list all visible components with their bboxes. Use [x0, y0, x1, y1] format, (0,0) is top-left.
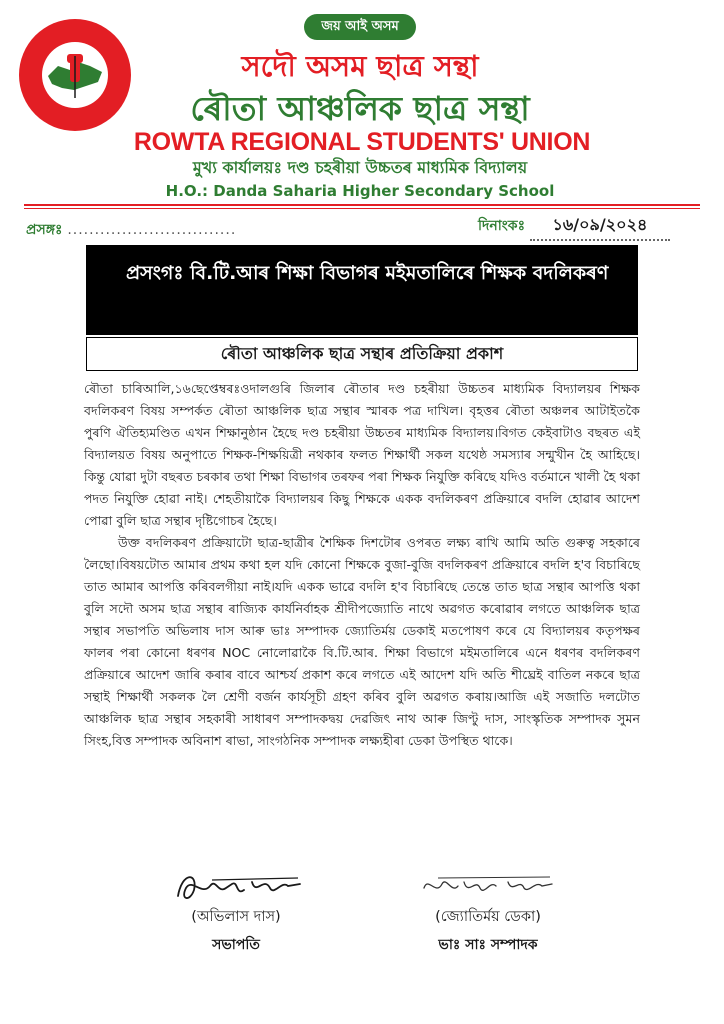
date-line	[478, 212, 670, 241]
president-title: সভাপতি	[212, 937, 260, 953]
letter-body	[84, 378, 640, 752]
subject-banner	[86, 245, 638, 335]
reaction-heading: ৰৌতা আঞ্চলিক ছাত্র সন্থাৰ প্ৰতিক্ৰিয়া প্ৰকাশ	[86, 337, 638, 371]
secretary-name: (জ্যোতিৰ্ময় ডেকা)	[435, 909, 541, 925]
reference-blank: ...............................	[67, 222, 237, 238]
body-paragraph-1: ৰৌতা চাৰিআলি,১৬ছেপ্তেম্বৰঃওদালগুৰি জিলাৰ ৰৌতাৰ দণ্ড চহৰীয়া উচ্চতৰ মাধ্যমিক বিদ্যালয়ৰ শিক্ষক বদলিকৰণ বিষয় সম্পৰ্কত ৰৌতা আঞ্চলিক ছাত্র সন্থাৰ স্মাৰক পত্ৰ দাখিল। বৃহত্তৰ ৰৌতা অঞ্চলৰ আটাইতকৈ পুৰণি ঐতিহ্যমণ্ডিত এখন শিক্ষানুষ্ঠান হৈছে দণ্ড চহৰীয়া উচ্চতৰ মাধ্যমিক বিদ্যালয়।বিগত কেইবাটাও বছৰত এই বিদ্যালয়ত বিষয় অনুপাতে শিক্ষক-শিক্ষয়িত্ৰী নথকাৰ ফলত শিক্ষাৰ্থী সকল যথেষ্ঠ সমস্যাৰ সন্মুখীন হৈ আহিছে। কিন্তু যোৱা দুটা বছৰত চৰকাৰ তথা শিক্ষা বিভাগৰ তৰফৰ পৰা শিক্ষক নিযুক্তি কৰিছে যদিও বৰ্তমানে খালী হৈ থকা পদত নিযুক্তি হোৱা নাই। শেহতীয়াকৈ বিদ্যালয়ৰ কিছু শিক্ষকে একক বদলিকৰণ প্ৰক্ৰিয়াৰে বদলি হোৱাৰ আদেশ পোৱা বুলি ছাত্ৰ সন্থাৰ দৃষ্টিগোচৰ হৈছে।	[84, 381, 640, 528]
header-divider	[24, 204, 700, 206]
tagline-pill: জয় আই অসম	[304, 14, 416, 40]
secretary-title: ভাঃ সাঃ সম্পাদক	[438, 937, 538, 953]
head-office-bn: মুখ্য কার্যালয়ঃ দণ্ড চহৰীয়া উচ্চতৰ মাধ্যমিক বিদ্যালয়	[192, 158, 528, 177]
local-org-name-bn: ৰৌতা আঞ্চলিক ছাত্র সন্থা	[190, 89, 530, 128]
parent-org-name: সদৌ অসম ছাত্র সন্থা	[241, 49, 479, 83]
president-signature	[172, 866, 306, 908]
secretary-signature	[418, 868, 558, 904]
head-office-en: H.O.: Danda Saharia Higher Secondary School	[165, 182, 555, 200]
date-label: দিনাংকঃ	[478, 218, 526, 234]
reference-label: প্ৰসঙ্গঃ	[26, 222, 63, 238]
header-divider-thin	[24, 208, 700, 209]
reference-line	[26, 218, 236, 242]
body-paragraph-2: উক্ত বদলিকৰণ প্ৰক্ৰিয়াটো ছাত্ৰ-ছাত্ৰীৰ শৈক্ষিক দিশটোৰ ওপৰত লক্ষ্য ৰাখি আমি অতি গুৰুত্ব সহকাৰে লৈছো।বিষয়টোত আমাৰ প্ৰথম কথা হল যদি কোনো শিক্ষকে বুজা-বুজি বদলিকৰণ প্ৰক্ৰিয়াৰে বদলি হ'ব বিচাৰিছে তাত আমাৰ আপত্তি কৰিবলগীয়া নাই।যদি একক ভাৱে বদলি হ'ব বিচাৰিছে তেন্তে তাত ছাত্র সন্থাৰ আপত্তি থকা বুলি সদৌ অসম ছাত্র সন্থাৰ ৰাজ্যিক কাৰ্যনিৰ্বাহক শ্ৰীদীপজ্যোতি নাথে অৱগত কৰোৱাৰ লগতে আঞ্চলিক ছাত্র সন্থাৰ সভাপতি অভিলাষ দাস আৰু ভাঃ সম্পাদক জ্যোতিৰ্ময় ডেকাই মতপোষণ কৰে যে বিদ্যালয়ৰ কতৃপক্ষৰ ফালৰ পৰা কোনো ধৰণৰ NOC নোলোৱাকৈ বি.টি.আৰ. শিক্ষা বিভাগে মইমতালিৰে এনে ধৰণৰ বদলিকৰণ প্ৰক্ৰিয়াৰে আদেশ জাৰি কৰাৰ বাবে আশ্চৰ্য প্ৰকাশ কৰে লগতে এই আদেশ যদি অতি শীঘ্ৰেই বাতিল নকৰে ছাত্র সন্থাই শিক্ষাৰ্থী সকলক লৈ শ্ৰেণী বৰ্জন কাৰ্যসূচী গ্ৰহণ কৰিব বুলি অৱগত কৰায়।আজি এই সজাতি দলটোত আঞ্চলিক ছাত্র সন্থাৰ সহকাৰী সাধাৰণ সম্পাদকদ্বয় দেৱজিৎ নাথ আৰু জিণ্টু দাস, সাংস্কৃতিক সম্পাদক সুমন সিংহ,বিত্ত সম্পাদক অবিনাশ ৰাভা, সাংগঠনিক সম্পাদক লক্ষ্যহীৰা ডেকা উপস্থিত থাকে।	[84, 535, 640, 748]
president-name: (অভিলাস দাস)	[191, 909, 281, 925]
subject-title: প্ৰসংগঃ বি.টি.আৰ শিক্ষা বিভাগৰ মইমতালিৰে শিক্ষক বদলিকৰণ	[126, 262, 609, 284]
date-value: ১৬/০৯/২০২৪	[530, 212, 670, 241]
local-org-name-en: ROWTA REGIONAL STUDENTS' UNION	[133, 128, 591, 156]
